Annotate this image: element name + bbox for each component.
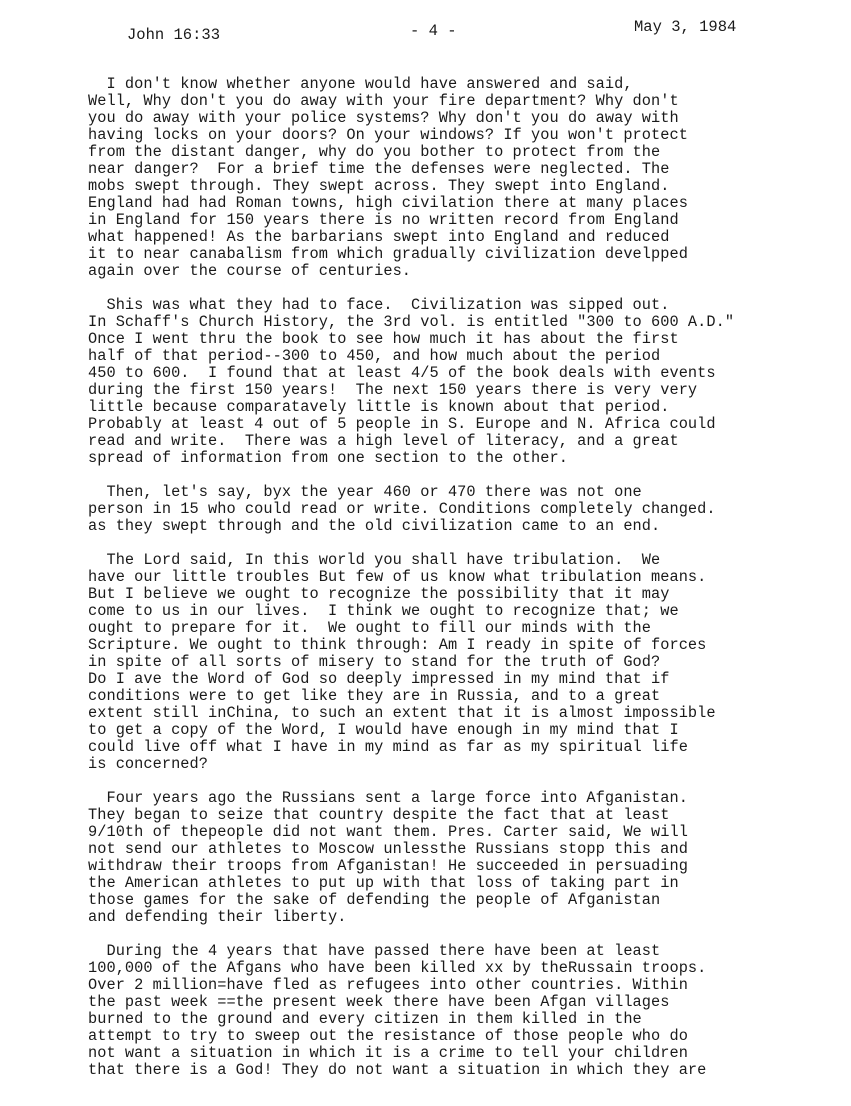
paragraph: [88, 76, 788, 280]
text-line: come to us in our lives. I think we ought to recognize that; we: [88, 602, 679, 620]
text-line: as they swept through and the old civilization came to an end.: [88, 517, 661, 535]
text-line: I don't know whether anyone would have answered and said,: [88, 75, 633, 93]
text-line: the American athletes to put up with that loss of taking part in: [88, 874, 679, 892]
text-line: Then, let's say, byx the year 460 or 470 there was not one: [88, 483, 642, 501]
paragraph: [88, 790, 788, 926]
text-line: ought to prepare for it. We ought to fill our minds with the: [88, 619, 652, 637]
text-line: burned to the ground and every citizen in them killed in the: [88, 1010, 642, 1028]
text-line: little because comparatavely little is known about that period.: [88, 398, 670, 416]
text-line: In Schaff's Church History, the 3rd vol. is entitled "300 to 600 A.D.": [88, 313, 735, 331]
text-line: during the first 150 years! The next 150 years there is very very: [88, 381, 698, 399]
paragraph: [88, 943, 788, 1079]
text-line: extent still inChina, to such an extent that it is almost impossible: [88, 704, 716, 722]
text-line: During the 4 years that have passed there have been at least: [88, 942, 661, 960]
paragraph: [88, 552, 788, 773]
text-line: Well, Why don't you do away with your fire department? Why don't: [88, 92, 679, 110]
text-line: 9/10th of thepeople did not want them. Pres. Carter said, We will: [88, 823, 688, 841]
paragraph: [88, 297, 788, 467]
text-line: it to near canabalism from which gradually civilization develpped: [88, 245, 688, 263]
text-line: spread of information from one section to the other.: [88, 449, 568, 467]
text-line: having locks on your doors? On your windows? If you won't protect: [88, 126, 688, 144]
document-body: [88, 76, 788, 1096]
text-line: and defending their liberty.: [88, 908, 347, 926]
scripture-reference: John 16:33: [127, 26, 221, 44]
text-line: that there is a God! They do not want a situation in which they are: [88, 1061, 707, 1079]
text-line: Four years ago the Russians sent a large force into Afganistan.: [88, 789, 688, 807]
text-line: Once I went thru the book to see how much it has about the first: [88, 330, 679, 348]
text-line: not want a situation in which it is a crime to tell your children: [88, 1044, 688, 1062]
paragraph: [88, 484, 788, 535]
text-line: to get a copy of the Word, I would have enough in my mind that I: [88, 721, 679, 739]
text-line: Scripture. We ought to think through: Am I ready in spite of forces: [88, 636, 707, 654]
text-line: Probably at least 4 out of 5 people in S. Europe and N. Africa could: [88, 415, 716, 433]
document-date: May 3, 1984: [634, 18, 737, 36]
text-line: read and write. There was a high level of literacy, and a great: [88, 432, 679, 450]
text-line: withdraw their troops from Afganistan! He succeeded in persuading: [88, 857, 688, 875]
text-line: half of that period--300 to 450, and how much about the period: [88, 347, 661, 365]
text-line: 100,000 of the Afgans who have been killed xx by theRussain troops.: [88, 959, 707, 977]
text-line: conditions were to get like they are in Russia, and to a great: [88, 687, 661, 705]
text-line: you do away with your police systems? Why don't you do away with: [88, 109, 679, 127]
text-line: in England for 150 years there is no written record from England: [88, 211, 679, 229]
text-line: 450 to 600. I found that at least 4/5 of the book deals with events: [88, 364, 716, 382]
text-line: But I believe we ought to recognize the possibility that it may: [88, 585, 670, 603]
text-line: could live off what I have in my mind as far as my spiritual life: [88, 738, 688, 756]
text-line: the past week ==the present week there have been Afgan villages: [88, 993, 670, 1011]
text-line: Do I ave the Word of God so deeply impressed in my mind that if: [88, 670, 670, 688]
text-line: England had had Roman towns, high civilation there at many places: [88, 194, 688, 212]
text-line: from the distant danger, why do you bother to protect from the: [88, 143, 661, 161]
text-line: not send our athletes to Moscow unlessthe Russians stopp this and: [88, 840, 688, 858]
text-line: person in 15 who could read or write. Conditions completely changed.: [88, 500, 716, 518]
text-line: have our little troubles But few of us know what tribulation means.: [88, 568, 707, 586]
text-line: Over 2 million=have fled as refugees into other countries. Within: [88, 976, 688, 994]
text-line: They began to seize that country despite the fact that at least: [88, 806, 670, 824]
page-number: - 4 -: [410, 22, 457, 40]
text-line: those games for the sake of defending the people of Afganistan: [88, 891, 661, 909]
text-line: near danger? For a brief time the defenses were neglected. The: [88, 160, 670, 178]
text-line: Shis was what they had to face. Civilization was sipped out.: [88, 296, 670, 314]
text-line: in spite of all sorts of misery to stand for the truth of God?: [88, 653, 661, 671]
text-line: The Lord said, In this world you shall have tribulation. We: [88, 551, 661, 569]
text-line: attempt to try to sweep out the resistance of those people who do: [88, 1027, 688, 1045]
text-line: what happened! As the barbarians swept into England and reduced: [88, 228, 670, 246]
text-line: mobs swept through. They swept across. They swept into England.: [88, 177, 670, 195]
text-line: again over the course of centuries.: [88, 262, 412, 280]
text-line: is concerned?: [88, 755, 208, 773]
